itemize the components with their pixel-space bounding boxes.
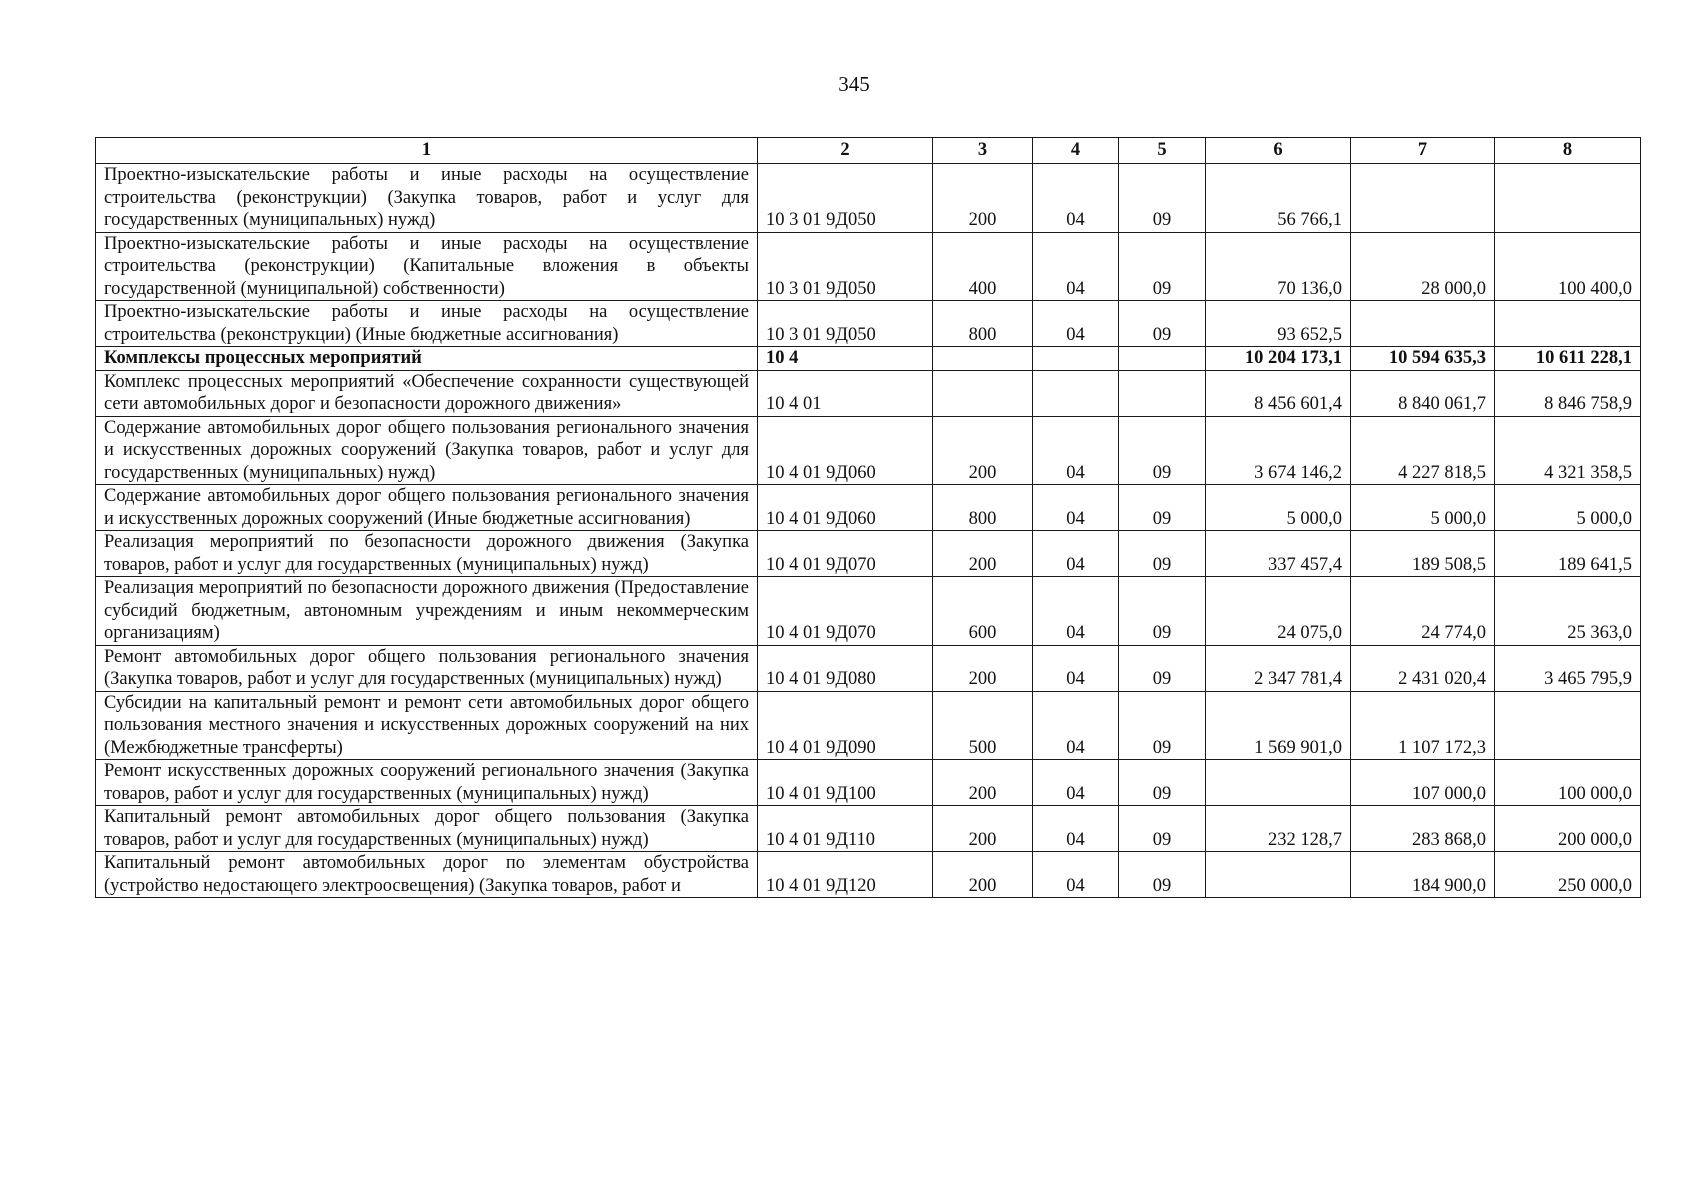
- row-amount-col6: 24 075,0: [1206, 577, 1351, 646]
- row-description: Реализация мероприятий по безопасности дорожного движения (Предоставление субсидий бюджетным, автономным учреждениям и иным некоммерческим организациям): [96, 577, 758, 646]
- row-amount-col7: 5 000,0: [1351, 485, 1495, 531]
- column-header: 2: [758, 138, 933, 164]
- row-amount-col7: 8 840 061,7: [1351, 370, 1495, 416]
- row-description: Реализация мероприятий по безопасности дорожного движения (Закупка товаров, работ и услуг для государственных (муниципальных) нужд): [96, 531, 758, 577]
- row-section: 04: [1033, 301, 1119, 347]
- table-row: [96, 577, 1641, 646]
- row-target-code: 10 4 01 9Д060: [758, 485, 933, 531]
- row-section: [1033, 347, 1119, 371]
- row-expense-type: [933, 347, 1033, 371]
- row-subsection: 09: [1119, 531, 1206, 577]
- row-subsection: 09: [1119, 577, 1206, 646]
- table-row: [96, 164, 1641, 233]
- row-amount-col7: 283 868,0: [1351, 806, 1495, 852]
- column-header: 7: [1351, 138, 1495, 164]
- table-row: [96, 531, 1641, 577]
- row-subsection: 09: [1119, 645, 1206, 691]
- row-amount-col8: 25 363,0: [1495, 577, 1641, 646]
- row-expense-type: 200: [933, 760, 1033, 806]
- table-row: [96, 691, 1641, 760]
- row-section: 04: [1033, 806, 1119, 852]
- row-expense-type: 800: [933, 485, 1033, 531]
- row-section: 04: [1033, 577, 1119, 646]
- row-expense-type: 500: [933, 691, 1033, 760]
- row-description: Проектно-изыскательские работы и иные расходы на осуществление строительства (реконструкции) (Закупка товаров, работ и услуг для государственных (муниципальных) нужд): [96, 164, 758, 233]
- row-description: Капитальный ремонт автомобильных дорог общего пользования (Закупка товаров, работ и услуг для государственных (муниципальных) нужд): [96, 806, 758, 852]
- row-target-code: 10 4: [758, 347, 933, 371]
- row-amount-col7: 184 900,0: [1351, 852, 1495, 898]
- table-row: [96, 485, 1641, 531]
- row-description: Содержание автомобильных дорог общего пользования регионального значения и искусственных дорожных сооружений (Закупка товаров, работ и услуг для государственных (муниципальных) нужд): [96, 416, 758, 485]
- row-target-code: 10 4 01 9Д110: [758, 806, 933, 852]
- row-amount-col7: 4 227 818,5: [1351, 416, 1495, 485]
- row-target-code: 10 4 01 9Д120: [758, 852, 933, 898]
- row-description: Субсидии на капитальный ремонт и ремонт сети автомобильных дорог общего пользования местного значения и искусственных дорожных сооружений на них (Межбюджетные трансферты): [96, 691, 758, 760]
- row-subsection: [1119, 347, 1206, 371]
- row-expense-type: 200: [933, 645, 1033, 691]
- row-expense-type: 400: [933, 232, 1033, 301]
- row-amount-col6: 232 128,7: [1206, 806, 1351, 852]
- row-amount-col8: 250 000,0: [1495, 852, 1641, 898]
- table-row: [96, 301, 1641, 347]
- column-header: 8: [1495, 138, 1641, 164]
- budget-table: [95, 137, 1641, 898]
- row-amount-col7: 10 594 635,3: [1351, 347, 1495, 371]
- row-amount-col7: 189 508,5: [1351, 531, 1495, 577]
- row-amount-col7: 24 774,0: [1351, 577, 1495, 646]
- column-header: 5: [1119, 138, 1206, 164]
- row-amount-col7: [1351, 301, 1495, 347]
- row-expense-type: 200: [933, 416, 1033, 485]
- row-amount-col6: 3 674 146,2: [1206, 416, 1351, 485]
- row-amount-col6: 70 136,0: [1206, 232, 1351, 301]
- row-amount-col6: 2 347 781,4: [1206, 645, 1351, 691]
- row-target-code: 10 4 01 9Д070: [758, 531, 933, 577]
- row-section: 04: [1033, 531, 1119, 577]
- row-amount-col6: [1206, 760, 1351, 806]
- row-amount-col8: [1495, 301, 1641, 347]
- row-expense-type: 200: [933, 164, 1033, 233]
- table-row: [96, 232, 1641, 301]
- row-subsection: 09: [1119, 416, 1206, 485]
- table-row: [96, 645, 1641, 691]
- row-section: [1033, 370, 1119, 416]
- table-body: [96, 164, 1641, 898]
- row-expense-type: 800: [933, 301, 1033, 347]
- row-amount-col6: 10 204 173,1: [1206, 347, 1351, 371]
- row-description: Содержание автомобильных дорог общего пользования регионального значения и искусственных дорожных сооружений (Иные бюджетные ассигнования): [96, 485, 758, 531]
- row-amount-col7: 1 107 172,3: [1351, 691, 1495, 760]
- row-expense-type: [933, 370, 1033, 416]
- table-header-row: [96, 138, 1641, 164]
- column-header: 4: [1033, 138, 1119, 164]
- row-description: Проектно-изыскательские работы и иные расходы на осуществление строительства (реконструкции) (Капитальные вложения в объекты государственной (муниципальной) собственности): [96, 232, 758, 301]
- row-amount-col7: 28 000,0: [1351, 232, 1495, 301]
- row-description: Ремонт искусственных дорожных сооружений регионального значения (Закупка товаров, работ и услуг для государственных (муниципальных) нужд): [96, 760, 758, 806]
- row-target-code: 10 3 01 9Д050: [758, 301, 933, 347]
- row-amount-col8: 4 321 358,5: [1495, 416, 1641, 485]
- page-number: 345: [838, 72, 870, 96]
- row-section: 04: [1033, 232, 1119, 301]
- row-expense-type: 200: [933, 806, 1033, 852]
- row-amount-col8: 10 611 228,1: [1495, 347, 1641, 371]
- row-amount-col8: 8 846 758,9: [1495, 370, 1641, 416]
- row-amount-col8: [1495, 691, 1641, 760]
- row-amount-col6: [1206, 852, 1351, 898]
- row-section: 04: [1033, 760, 1119, 806]
- row-subsection: 09: [1119, 760, 1206, 806]
- row-target-code: 10 4 01: [758, 370, 933, 416]
- table-row: [96, 760, 1641, 806]
- row-amount-col6: 1 569 901,0: [1206, 691, 1351, 760]
- table-row: [96, 852, 1641, 898]
- row-amount-col6: 56 766,1: [1206, 164, 1351, 233]
- row-amount-col8: 5 000,0: [1495, 485, 1641, 531]
- row-subsection: 09: [1119, 852, 1206, 898]
- row-expense-type: 200: [933, 531, 1033, 577]
- row-amount-col6: 93 652,5: [1206, 301, 1351, 347]
- row-target-code: 10 3 01 9Д050: [758, 164, 933, 233]
- row-target-code: 10 3 01 9Д050: [758, 232, 933, 301]
- row-section: 04: [1033, 645, 1119, 691]
- column-header: 6: [1206, 138, 1351, 164]
- row-target-code: 10 4 01 9Д100: [758, 760, 933, 806]
- row-subsection: 09: [1119, 806, 1206, 852]
- row-amount-col8: 100 000,0: [1495, 760, 1641, 806]
- row-description: Комплексы процессных мероприятий: [96, 347, 758, 371]
- row-subsection: 09: [1119, 164, 1206, 233]
- row-subsection: [1119, 370, 1206, 416]
- table-row: [96, 370, 1641, 416]
- row-subsection: 09: [1119, 232, 1206, 301]
- row-description: Ремонт автомобильных дорог общего пользования регионального значения (Закупка товаров, работ и услуг для государственных (муниципальных) нужд): [96, 645, 758, 691]
- row-amount-col8: 100 400,0: [1495, 232, 1641, 301]
- row-target-code: 10 4 01 9Д060: [758, 416, 933, 485]
- row-amount-col6: 337 457,4: [1206, 531, 1351, 577]
- row-expense-type: 600: [933, 577, 1033, 646]
- row-amount-col8: [1495, 164, 1641, 233]
- row-section: 04: [1033, 691, 1119, 760]
- row-description: Проектно-изыскательские работы и иные расходы на осуществление строительства (реконструкции) (Иные бюджетные ассигнования): [96, 301, 758, 347]
- row-subsection: 09: [1119, 691, 1206, 760]
- table-row: [96, 806, 1641, 852]
- row-section: 04: [1033, 416, 1119, 485]
- row-section: 04: [1033, 852, 1119, 898]
- column-header: 3: [933, 138, 1033, 164]
- row-expense-type: 200: [933, 852, 1033, 898]
- row-target-code: 10 4 01 9Д080: [758, 645, 933, 691]
- row-subsection: 09: [1119, 485, 1206, 531]
- row-amount-col7: 2 431 020,4: [1351, 645, 1495, 691]
- row-target-code: 10 4 01 9Д070: [758, 577, 933, 646]
- table-row: [96, 347, 1641, 371]
- row-amount-col8: 189 641,5: [1495, 531, 1641, 577]
- row-section: 04: [1033, 485, 1119, 531]
- row-description: Комплекс процессных мероприятий «Обеспечение сохранности существующей сети автомобильных дорог и безопасности дорожного движения»: [96, 370, 758, 416]
- row-description: Капитальный ремонт автомобильных дорог по элементам обустройства (устройство недостающего электроосвещения) (Закупка товаров, работ и: [96, 852, 758, 898]
- table-row: [96, 416, 1641, 485]
- row-section: 04: [1033, 164, 1119, 233]
- row-target-code: 10 4 01 9Д090: [758, 691, 933, 760]
- row-amount-col6: 5 000,0: [1206, 485, 1351, 531]
- row-amount-col8: 200 000,0: [1495, 806, 1641, 852]
- row-amount-col7: [1351, 164, 1495, 233]
- row-subsection: 09: [1119, 301, 1206, 347]
- row-amount-col8: 3 465 795,9: [1495, 645, 1641, 691]
- column-header: 1: [96, 138, 758, 164]
- row-amount-col6: 8 456 601,4: [1206, 370, 1351, 416]
- row-amount-col7: 107 000,0: [1351, 760, 1495, 806]
